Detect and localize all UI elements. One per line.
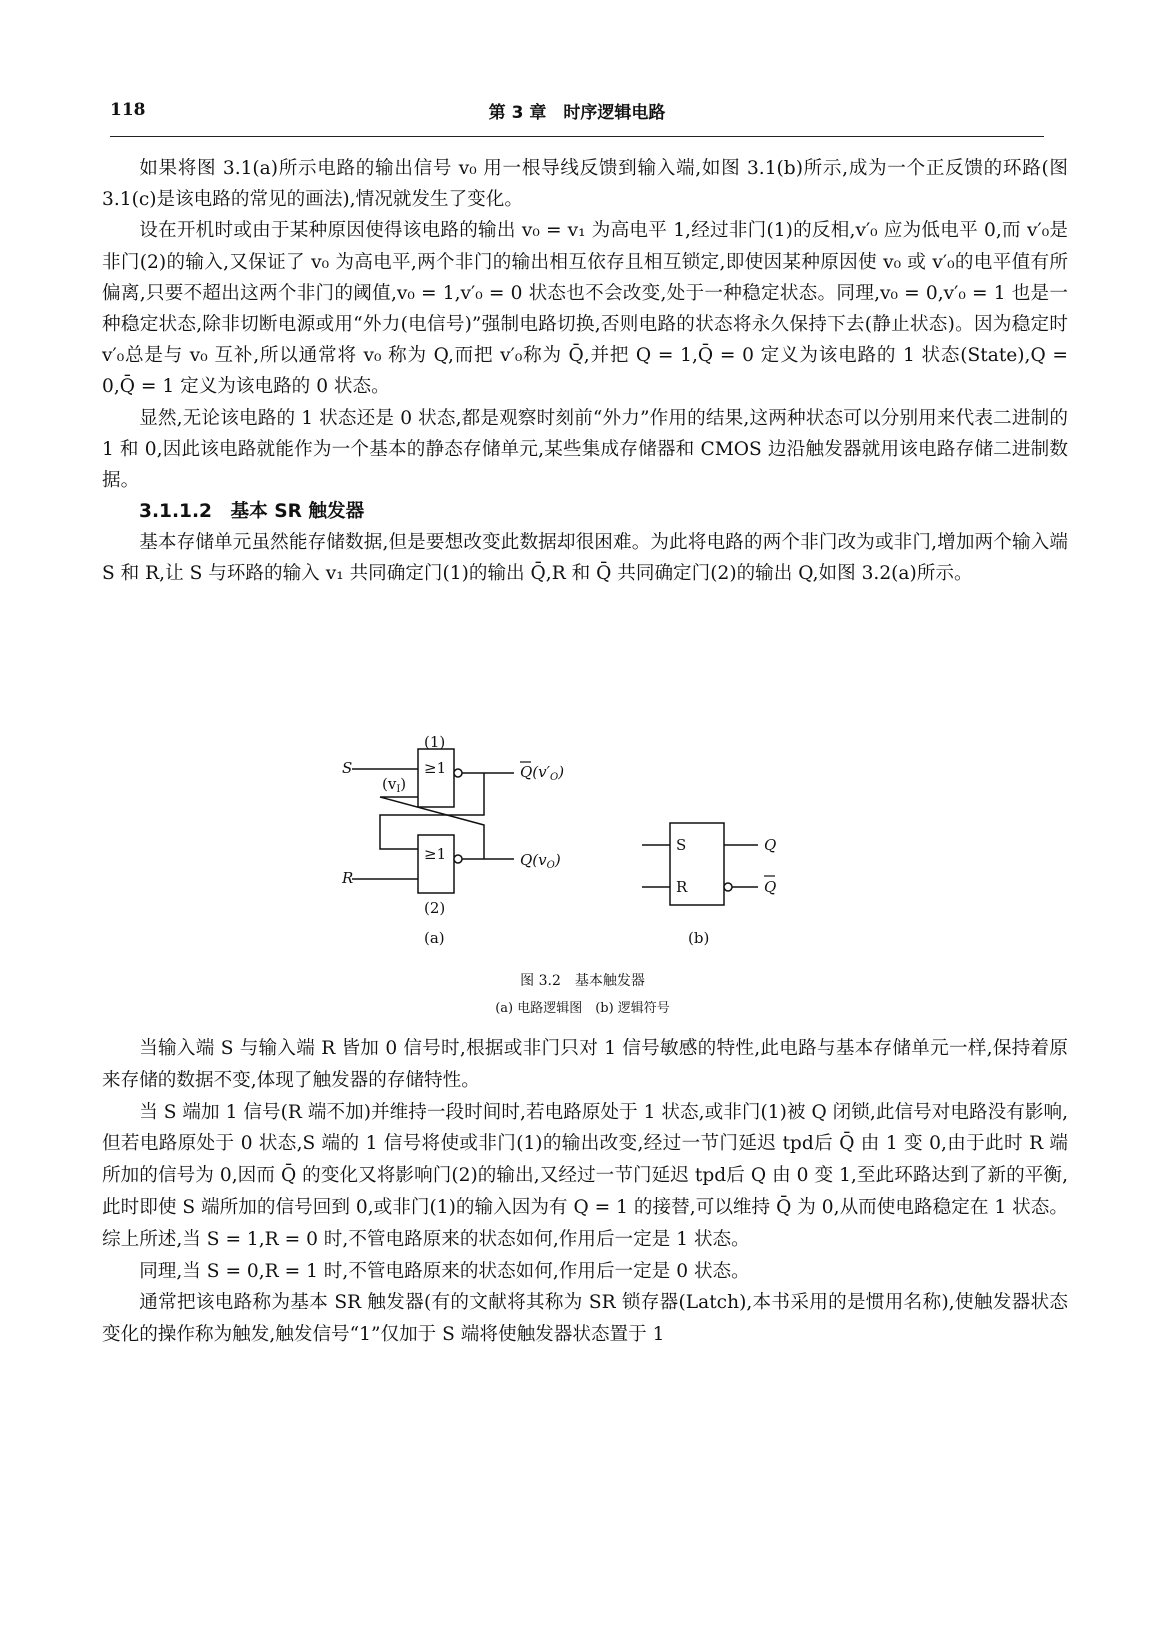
inverter-bubble-1 [454,769,462,777]
inverter-bubble-2 [454,855,462,863]
gate2-symbol: ≥1 [424,845,447,863]
paragraph: 同理,当 S = 0,R = 1 时,不管电路原来的状态如何,作用后一定是 0 状态。 [139,1260,750,1282]
page-header [110,96,1044,137]
input-s-label: S [342,759,353,777]
q-output-label: $Q(v_O)$ [520,851,561,871]
chapter-title: 第 3 章 时序逻辑电路 [488,103,666,123]
sym-r-label: R [676,878,688,896]
paragraph: 当输入端 S 与输入端 R 皆加 0 信号时,根据或非门只对 1 信号敏感的特性,此电路与基本存储单元一样,保持着原来存储的数据不变,体现了触发器的存储特性。 [102,1038,1068,1091]
page-number: 118 [110,100,146,120]
v1-label: $(v_I)$ [382,775,407,795]
input-r-label: R [342,869,354,887]
body-text-top [102,153,1068,590]
gate2-label: (2) [424,899,446,917]
figure-caption: 图 3.2 基本触发器 [520,973,645,989]
nor-gate-1 [418,749,454,807]
figure-drawing [330,725,830,965]
sym-qbar-label: Q [764,878,777,896]
body-text-bottom [102,1033,1068,1351]
paragraph: 设在开机时或由于某种原因使得该电路的输出 v₀ = v₁ 为高电平 1,经过非门(1)的反相,v′₀ 应为低电平 0,而 v′₀是非门(2)的输入,又保证了 v₀ 为高电平,两个非门的输出相互依存且相互锁定,即使因某种原因使 v₀ 或 v′₀的电平值有所偏离,只要不超出这两个非门的阈值,v₀ = 1,v′₀ = 0 状态也不会改变,处于一种稳定状态。同理,v₀ = 0,v′₀ = 1 也是一种稳定状态,除非切断电源或用“外力(电信号)”强制电路切换,否则电路的状态将永久保持下去(静止状态)。因为稳定时 v′₀总是与 v₀ 互补,所以通常将 v₀ 称为 Q,而把 v′₀称为 Q̄,并把 Q = 1,Q̄ = 0 定义为该电路的 1 状态(State),Q = 0,Q̄ = 1 定义为该电路的 0 状态。 [102,220,1068,398]
gate1-label: (1) [424,733,446,751]
sub-label-b: (b) [688,929,710,947]
gate1-symbol: ≥1 [424,759,447,777]
paragraph: 当 S 端加 1 信号(R 端不加)并维持一段时间时,若电路原处于 1 状态,或非门(1)被 Q 闭锁,此信号对电路没有影响,但若电路原处于 0 状态,S 端的 1 信号将使或非门(1)的输出改变,经过一节门延迟 tpd后 Q̄ 由 1 变 0,由于此时 R 端所加的信号为 0,因而 Q̄ 的变化又将影响门(2)的输出,又经过一节门延迟 tpd后 Q 由 0 变 1,至此环路达到了新的平衡,此时即使 S 端所加的信号回到 0,或非门(1)的输入因为有 Q = 1 的接替,可以维持 Q̄ 为 0,从而使电路稳定在 1 状态。综上所述,当 S = 1,R = 0 时,不管电路原来的状态如何,作用后一定是 1 状态。 [102,1101,1068,1250]
nor-gate-2 [418,835,454,893]
qbar-output-label: $Q(v'_O)$ [520,763,565,783]
sub-label-a: (a) [424,929,445,947]
section-heading: 3.1.1.2 基本 SR 触发器 [139,501,365,523]
paragraph: 显然,无论该电路的 1 状态还是 0 状态,都是观察时刻前“外力”作用的结果,这两种状态可以分别用来代表二进制的 1 和 0,因此该电路就能作为一个基本的静态存储单元,某些集成存储器和 CMOS 边沿触发器就用该电路存储二进制数据。 [102,407,1068,492]
paragraph: 通常把该电路称为基本 SR 触发器(有的文献将其称为 SR 锁存器(Latch),本书采用的是惯用名称),使触发器状态变化的操作称为触发,触发信号“1”仅加于 S 端将使触发器状态置于 1 [102,1292,1068,1346]
paragraph: 如果将图 3.1(a)所示电路的输出信号 v₀ 用一根导线反馈到输入端,如图 3.1(b)所示,成为一个正反馈的环路(图 3.1(c)是该电路的常见的画法),情况就发生了变化。 [102,158,1068,211]
sym-bubble-qbar [724,883,732,891]
sym-s-label: S [676,836,687,854]
paragraph: 基本存储单元虽然能存储数据,但是要想改变此数据却很困难。为此将电路的两个非门改为或非门,增加两个输入端 S 和 R,让 S 与环路的输入 v₁ 共同确定门(1)的输出 Q̄,R 和 Q̄ 共同确定门(2)的输出 Q,如图 3.2(a)所示。 [102,532,1068,585]
figure-subcaption: (a) 电路逻辑图 (b) 逻辑符号 [495,1001,670,1016]
sym-q-label: Q [764,836,777,854]
